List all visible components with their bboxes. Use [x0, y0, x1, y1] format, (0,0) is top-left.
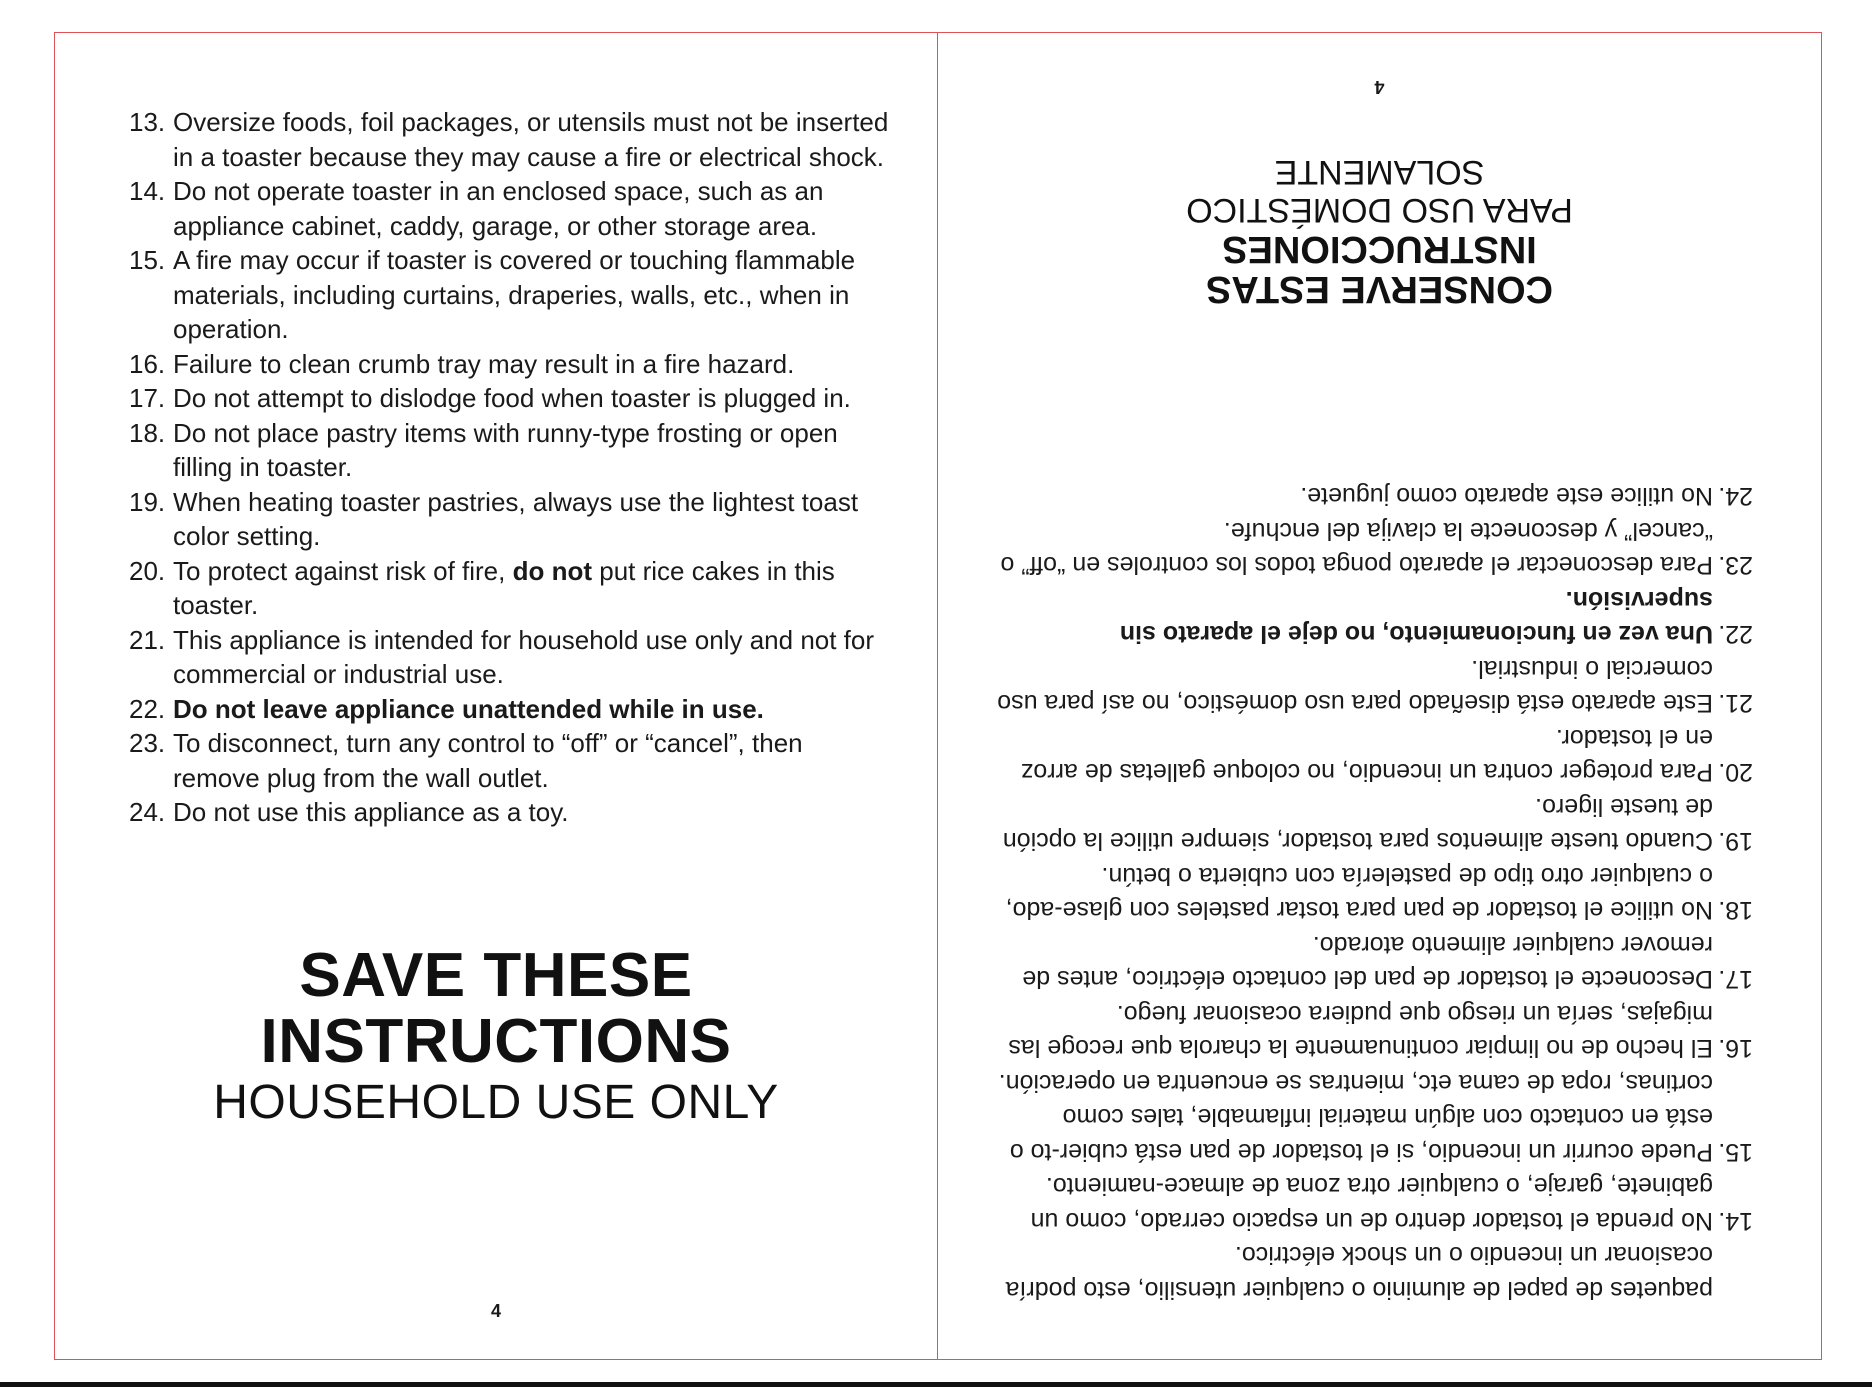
save-instructions-heading: [55, 943, 937, 1131]
item-number: 14.: [1718, 1207, 1753, 1235]
list-item: [129, 485, 889, 554]
list-item: [129, 243, 889, 347]
item-number: 23.: [1718, 551, 1753, 580]
item-text-after: put rice cakes in this toaster.: [173, 555, 835, 620]
list-item: [993, 514, 1753, 583]
list-item: [129, 381, 889, 416]
item-text: This appliance is intended for household use only and not for commercial or industrial use.: [173, 624, 875, 689]
list-item: [993, 1066, 1753, 1170]
item-text: [173, 554, 889, 623]
item-number: [1713, 1238, 1753, 1307]
english-instructions-list: [129, 105, 889, 830]
item-number: 17.: [129, 383, 166, 413]
list-item: [129, 347, 889, 382]
item-text: No utilice este aparato como juguete.: [1300, 482, 1713, 511]
list-item: [129, 692, 889, 727]
item-text-bold: do not: [512, 555, 593, 586]
item-number: 22.: [129, 693, 166, 724]
conserve-instrucciones-heading: [938, 153, 1821, 309]
item-number: 21.: [1718, 689, 1753, 718]
spanish-instructions-list: [993, 479, 1753, 1307]
spanish-page: [938, 33, 1821, 1359]
item-number: 21.: [129, 624, 166, 655]
list-item: [993, 479, 1753, 514]
item-text: No utilice el tostador de pan para tostar pasteles con glase-ado, o cualquier otro tipo de pastelería con cubierta o betún.: [1005, 862, 1713, 925]
list-item: [129, 174, 889, 243]
list-item: [129, 105, 889, 174]
item-number: 23.: [129, 728, 166, 758]
bottom-edge-bar: [0, 1382, 1872, 1387]
item-text: To disconnect, turn any control to “off” or “cancel”, then remove plug from the wall outlet.: [173, 728, 803, 793]
list-item: [129, 795, 889, 830]
list-item: [993, 652, 1753, 721]
item-number: 17.: [1718, 965, 1753, 994]
es-sub-line2: SOLAMENTE: [1274, 153, 1485, 191]
list-item: [993, 928, 1753, 997]
list-item: [993, 583, 1753, 652]
list-item: [129, 623, 889, 692]
page-number: 4: [1374, 77, 1385, 97]
item-text: El hecho de no limpiar continuamente la charola que recoge las migajas, sería un riesgo que pudiera ocasionar fuego.: [1008, 1000, 1713, 1063]
item-number: 19.: [1718, 827, 1753, 856]
item-text: Failure to clean crumb tray may result in a fire hazard.: [173, 348, 795, 379]
item-number: 13.: [129, 107, 166, 137]
item-number: 18.: [1718, 896, 1753, 925]
item-text: Este aparato está diseñado para uso doméstico, no así para uso comercial o industrial.: [997, 655, 1713, 718]
list-item: [993, 859, 1753, 928]
es-title-line1: CONSERVE ESTAS: [1206, 268, 1554, 310]
item-text: Desconecte el tostador de pan del contacto eléctrico, antes de remover cualquier alimento atorado.: [1022, 931, 1713, 994]
item-number: 18.: [129, 417, 166, 448]
item-number: 19.: [129, 486, 166, 517]
item-text: When heating toaster pastries, always use the lightest toast color setting.: [173, 486, 859, 551]
english-page: [55, 33, 937, 1359]
list-item: [993, 1238, 1753, 1307]
item-text: Do not operate toaster in an enclosed space, such as an appliance cabinet, caddy, garage, or other storage area.: [173, 176, 824, 241]
item-text: Para proteger contra un incendio, no coloque galletas de arroz en el tostador.: [1020, 724, 1713, 787]
item-text: Puede ocurrir un incendio, si el tostador de pan está cubier-to o está en contacto con algún material inflamable, tales como cortinas, ropa de cama etc, mientras se encuentra en operación.: [998, 1069, 1713, 1166]
item-number: 16.: [1718, 1034, 1753, 1063]
item-text: Oversize foods, foil packages, or utensils must not be inserted in a toaster because they may cause a fire or electrical shock.: [173, 107, 889, 172]
item-text: Para desconectar el aparato ponga todos los controles en “off” o “cancel” y desconecte la clavija del enchufe.: [1000, 517, 1713, 580]
item-number: 16.: [129, 348, 166, 379]
item-text-bold: Do not leave appliance unattended while in use.: [173, 693, 764, 724]
item-number: 22.: [1718, 620, 1753, 649]
item-text: Do not use this appliance as a toy.: [173, 797, 569, 827]
item-number: 15.: [129, 245, 166, 275]
item-text: paquetes de papel de aluminio o cualquier utensilio, esto podría ocasionar un incendio o un shock eléctrico.: [1005, 1241, 1713, 1304]
save-title-line2: INSTRUCTIONS: [260, 1007, 732, 1076]
es-sub-line1: PARA USO DOMÉSTICO: [1186, 191, 1573, 229]
booklet-spread: [54, 32, 1822, 1360]
list-item: [993, 1169, 1753, 1238]
household-use-label: HOUSEHOLD USE ONLY: [213, 1076, 779, 1129]
item-text: Do not place pastry items with runny-type frosting or open filling in toaster.: [173, 417, 838, 482]
list-item: [993, 790, 1753, 859]
item-number: 20.: [129, 555, 166, 586]
list-item: [993, 997, 1753, 1066]
item-text-before: To protect against risk of fire,: [173, 555, 513, 586]
item-text: No prenda el tostador dentro de un espacio cerrado, como un gabinete, garaje, o cualquier otra zona de almace-namiento.: [1030, 1172, 1713, 1235]
item-text-bold: Una vez en funcionamiento, no deje el aparato sin supervisión.: [1119, 586, 1713, 649]
list-item: [129, 726, 889, 795]
save-title-line1: SAVE THESE: [299, 941, 693, 1010]
item-number: 24.: [129, 797, 166, 827]
item-text: Cuando tueste alimentos para tostador, siempre utilice la opción de tueste ligero.: [1002, 793, 1713, 856]
item-text: Do not attempt to dislodge food when toaster is plugged in.: [173, 383, 851, 413]
item-number: 20.: [1718, 758, 1753, 787]
list-item: [129, 416, 889, 485]
item-number: 24.: [1718, 482, 1753, 511]
es-title-line2: INSTRUCCIONES: [1222, 228, 1537, 270]
page-number: 4: [490, 1301, 501, 1321]
item-number: 14.: [129, 176, 166, 206]
list-item: [129, 554, 889, 623]
item-number: 15.: [1718, 1138, 1753, 1166]
item-text: A fire may occur if toaster is covered or touching flammable materials, including curtains, draperies, walls, etc., when in operation.: [173, 245, 856, 344]
list-item: [993, 721, 1753, 790]
